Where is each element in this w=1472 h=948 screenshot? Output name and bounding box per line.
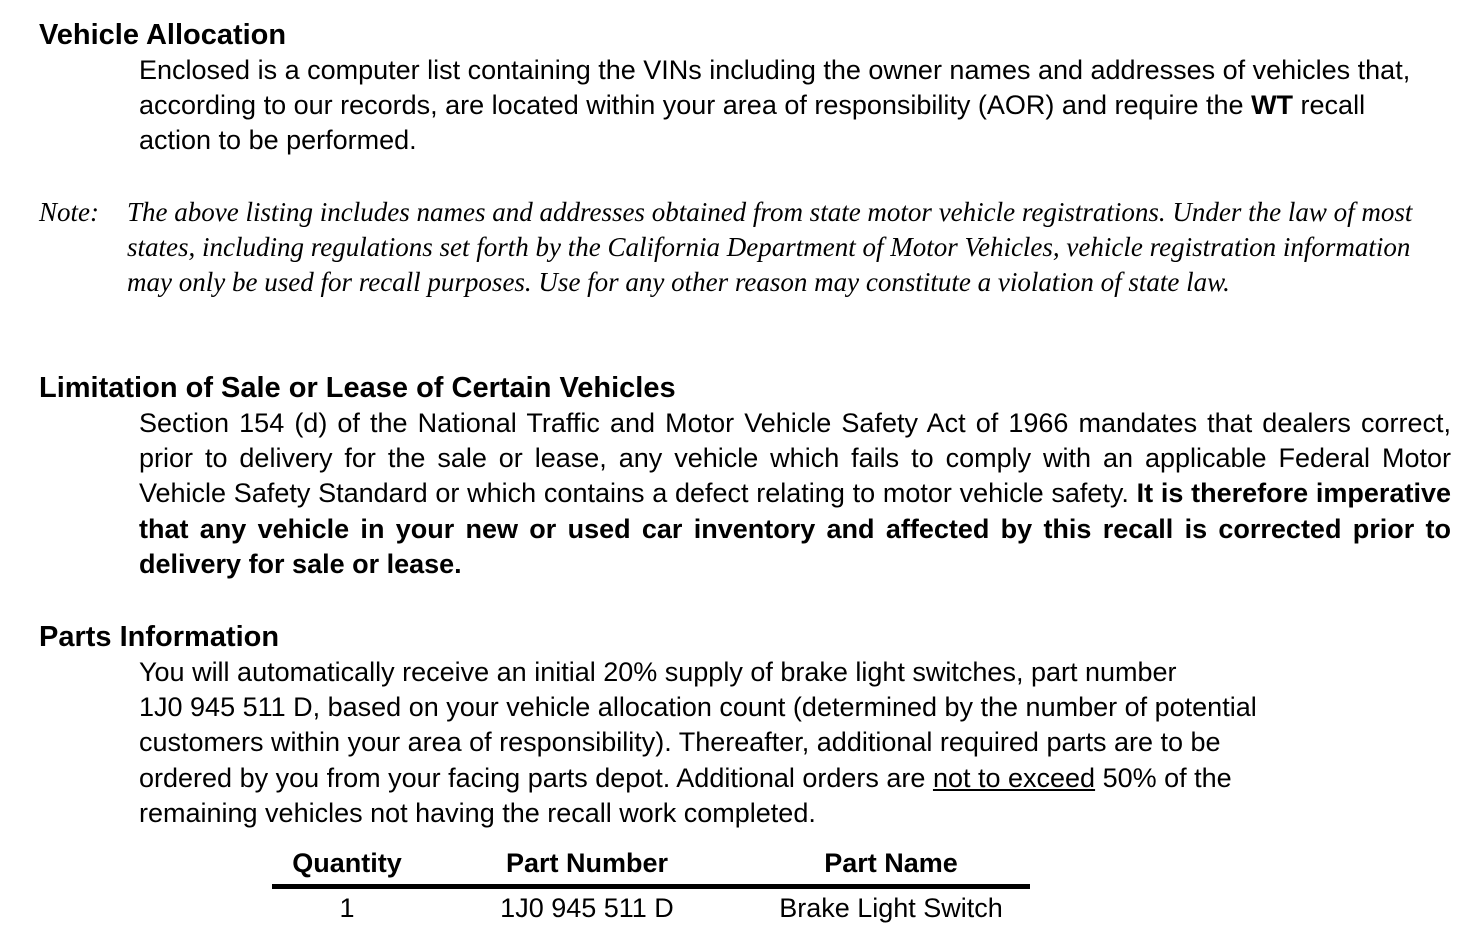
limitation-bold-text: It is therefore imperative that any vehicle in your new or used car inventory and affected by this recall is corrected prior to delivery for sale or lease. — [139, 478, 1451, 579]
parts-information-heading: Parts Information — [39, 621, 280, 653]
parts-table — [272, 846, 1030, 925]
parts-line-1: You will automatically receive an initial 20% supply of brake light switches, part number — [139, 657, 1177, 687]
parts-line-4-start: ordered by you from your facing parts depot. Additional orders are — [139, 762, 933, 793]
parts-information-paragraph — [139, 655, 1439, 831]
vehicle-allocation-paragraph — [139, 53, 1429, 159]
parts-line-4-end: 50% of the — [1095, 762, 1232, 793]
table-row — [272, 887, 1030, 926]
header-part-name: Part Name — [752, 846, 1030, 887]
limitation-text: Section 154 (d) of the National Traffic and Motor Vehicle Safety Act of 1966 mandates that dealers correct, prior to delivery for the sale or lease, any vehicle which fails to comply with an applicable Federal Motor Vehicle Safety Standard or which contains a defect relating to motor vehicle safety. — [139, 408, 1451, 509]
cell-part-name: Brake Light Switch — [779, 892, 1003, 923]
parts-line-4 — [139, 761, 1439, 796]
recall-code: WT — [1251, 90, 1294, 121]
header-part-number: Part Number — [422, 846, 752, 887]
cell-quantity: 1 — [339, 892, 355, 923]
cell-part-number: 1J0 945 511 D — [500, 892, 674, 923]
note-text: The above listing includes names and addresses obtained from state motor vehicle registrations. Under the law of most states, including regulations set forth by the California Department of Motor Vehicles, vehicle registration information may only be used for recall purposes. Use for any other reason may constitute a violation of state law. — [127, 197, 1413, 298]
table-header-row — [272, 846, 1030, 887]
vehicle-allocation-heading: Vehicle Allocation — [39, 19, 287, 51]
limitation-heading: Limitation of Sale or Lease of Certain Vehicles — [39, 372, 676, 404]
header-quantity: Quantity — [272, 846, 422, 887]
parts-line-3: customers within your area of responsibility). Thereafter, additional required parts are to be — [139, 727, 1221, 758]
vehicle-allocation-text-1: Enclosed is a computer list containing the VINs including the owner names and addresses of vehicles that, according to our records, are located within your area of responsibility (AOR) and require the — [139, 55, 1411, 121]
vehicle-allocation-text-2: recall action to be performed. — [139, 90, 1366, 156]
note-label: Note: — [39, 197, 99, 227]
limitation-paragraph — [139, 406, 1451, 582]
parts-underlined-text: not to exceed — [932, 762, 1096, 793]
parts-line-2: 1J0 945 511 D, based on your vehicle allocation count (determined by the number of potential — [139, 692, 1257, 723]
parts-line-5: remaining vehicles not having the recall work completed. — [139, 797, 816, 828]
